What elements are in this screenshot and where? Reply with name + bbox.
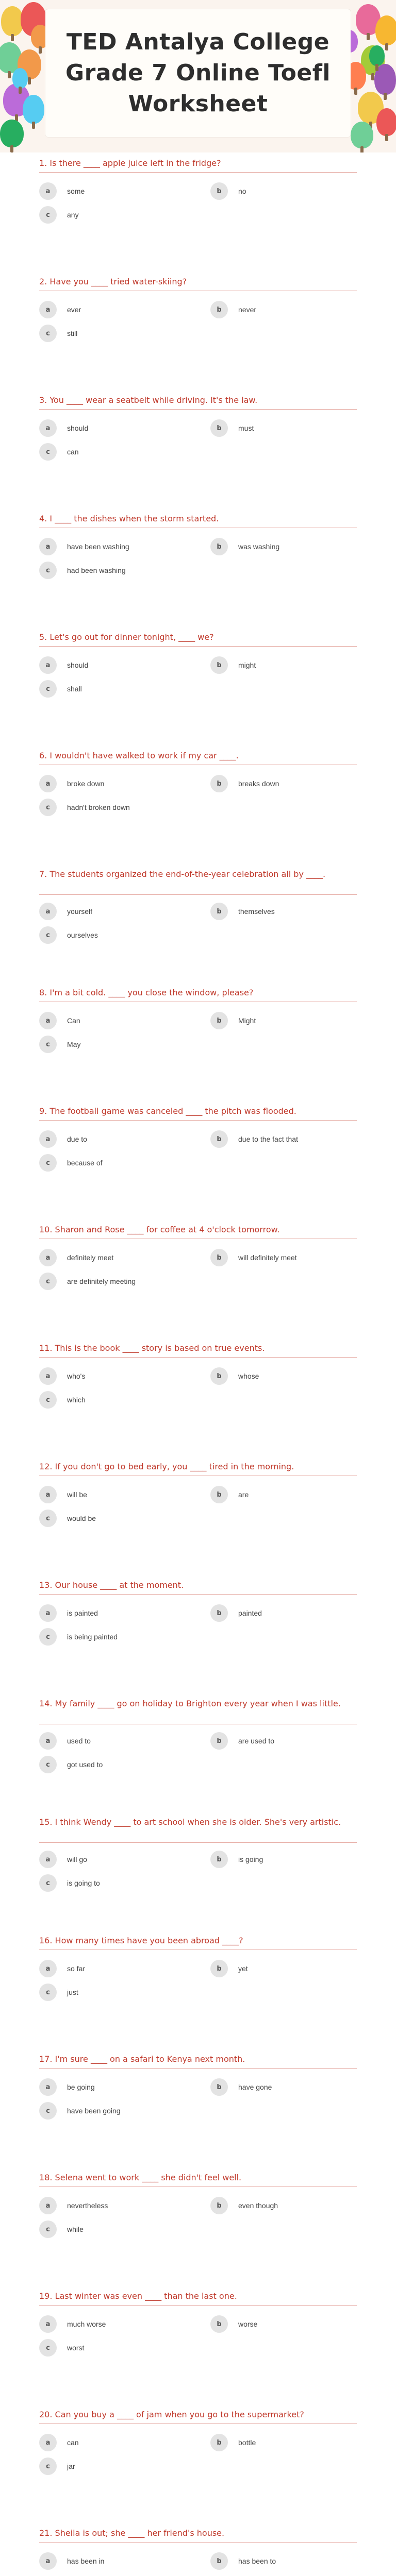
question-divider <box>39 1842 357 1843</box>
tree-shape <box>369 45 385 66</box>
option-text: used to <box>67 1737 91 1745</box>
answer-option-b[interactable] <box>210 903 275 920</box>
question-divider <box>39 172 357 173</box>
option-text: had been washing <box>67 566 126 574</box>
option-letter-badge: c <box>39 2221 57 2238</box>
question-text: 1. Is there ____ apple juice left in the fridge? <box>39 158 221 168</box>
answer-option-c[interactable] <box>39 2102 121 2120</box>
answer-option-b[interactable] <box>210 1486 249 1503</box>
option-letter-badge: b <box>210 2078 228 2096</box>
question-text: 2. Have you ____ tried water-skiing? <box>39 277 187 286</box>
option-letter-badge: a <box>39 903 57 920</box>
tree-shape <box>0 120 24 147</box>
question-text: 3. You ____ wear a seatbelt while driving. It's the law. <box>39 395 258 405</box>
tree-shape <box>351 122 373 148</box>
option-letter-badge: b <box>210 1732 228 1750</box>
option-letter-badge: b <box>210 903 228 920</box>
option-letter-badge: a <box>39 2552 57 2570</box>
option-text: have gone <box>238 2083 272 2091</box>
answer-option-c[interactable] <box>39 206 79 224</box>
option-letter-badge: c <box>39 443 57 461</box>
answer-option-c[interactable] <box>39 1510 96 1527</box>
question-text: 10. Sharon and Rose ____ for coffee at 4 o'clock tomorrow. <box>39 1225 280 1234</box>
answer-option-a[interactable] <box>39 2315 106 2333</box>
option-text: is going <box>238 1855 263 1863</box>
question-block <box>0 2406 396 2524</box>
option-text: even though <box>238 2201 278 2210</box>
answer-option-b[interactable] <box>210 775 279 792</box>
question-block <box>0 1814 396 1932</box>
option-text: themselves <box>238 907 275 916</box>
option-letter-badge: c <box>39 1273 57 1290</box>
tree-trunk <box>367 33 370 40</box>
option-text: hadn't broken down <box>67 803 130 811</box>
option-letter-badge: c <box>39 2102 57 2120</box>
answer-option-c[interactable] <box>39 2339 84 2357</box>
option-text: would be <box>67 1514 96 1522</box>
option-text: has been in <box>67 2557 105 2565</box>
option-text: breaks down <box>238 779 279 788</box>
answer-option-a[interactable] <box>39 1851 87 1868</box>
answer-option-b[interactable] <box>210 2078 272 2096</box>
option-letter-badge: a <box>39 1486 57 1503</box>
option-text: will go <box>67 1855 87 1863</box>
option-text: broke down <box>67 779 105 788</box>
question-divider <box>39 1120 357 1121</box>
answer-option-c[interactable] <box>39 799 130 816</box>
answer-option-c[interactable] <box>39 325 77 342</box>
option-letter-badge: a <box>39 1604 57 1622</box>
option-text: are <box>238 1490 249 1499</box>
option-text: who's <box>67 1372 86 1380</box>
question-block <box>0 2050 396 2169</box>
answer-option-a[interactable] <box>39 538 129 555</box>
question-text: 12. If you don't go to bed early, you ____ tired in the morning. <box>39 1462 294 1471</box>
answer-option-b[interactable] <box>210 1960 248 1977</box>
tree-trunk <box>19 87 22 94</box>
tree-trunk <box>385 43 388 50</box>
option-letter-badge: b <box>210 775 228 792</box>
option-letter-badge: c <box>39 1756 57 1773</box>
option-text: got used to <box>67 1760 103 1769</box>
question-text: 11. This is the book ____ story is based on true events. <box>39 1343 265 1353</box>
option-text: nevertheless <box>67 2201 108 2210</box>
option-text: just <box>67 1988 78 1996</box>
question-block <box>0 392 396 510</box>
option-text: so far <box>67 1964 86 1973</box>
answer-option-b[interactable] <box>210 301 256 318</box>
option-letter-badge: b <box>210 1486 228 1503</box>
question-divider <box>39 2068 357 2069</box>
answer-option-a[interactable] <box>39 656 88 674</box>
answer-option-c[interactable] <box>39 443 79 461</box>
question-block <box>0 1221 396 1340</box>
answer-option-a[interactable] <box>39 1367 85 1385</box>
tree-trunk <box>10 145 13 152</box>
option-text: will be <box>67 1490 87 1499</box>
option-text: May <box>67 1040 81 1048</box>
option-text: some <box>67 187 85 195</box>
option-text: was washing <box>238 543 280 551</box>
option-text: still <box>67 329 78 337</box>
option-letter-badge: a <box>39 656 57 674</box>
tree-shape <box>376 108 396 136</box>
question-block <box>0 1932 396 2050</box>
question-text: 8. I'm a bit cold. ____ you close the window, please? <box>39 988 254 997</box>
option-text: due to the fact that <box>238 1135 298 1143</box>
answer-option-c[interactable] <box>39 1036 80 1053</box>
option-text: is going to <box>67 1879 100 1887</box>
option-letter-badge: b <box>210 1851 228 1868</box>
option-letter-badge: c <box>39 1391 57 1409</box>
question-text: 16. How many times have you been abroad ____? <box>39 1936 243 1945</box>
option-letter-badge: a <box>39 1130 57 1148</box>
answer-option-a[interactable] <box>39 775 104 792</box>
tree-trunk <box>360 146 364 152</box>
tree-shape <box>23 95 44 124</box>
answer-option-c[interactable] <box>39 680 82 698</box>
option-letter-badge: c <box>39 926 57 944</box>
option-text: because of <box>67 1159 103 1167</box>
header-banner <box>0 0 396 152</box>
question-divider <box>39 2305 357 2306</box>
question-divider <box>39 409 357 410</box>
option-letter-badge: a <box>39 1249 57 1266</box>
question-text: 21. Sheila is out; she ____ her friend's house. <box>39 2528 225 2538</box>
option-text: must <box>238 424 254 432</box>
answer-option-a[interactable] <box>39 2552 104 2570</box>
option-letter-badge: a <box>39 419 57 437</box>
option-text: much worse <box>67 2320 106 2328</box>
answer-option-b[interactable] <box>210 1732 274 1750</box>
option-letter-badge: a <box>39 1012 57 1029</box>
answer-option-b[interactable] <box>210 1604 262 1622</box>
option-letter-badge: a <box>39 301 57 318</box>
option-text: might <box>238 661 256 669</box>
option-letter-badge: c <box>39 562 57 579</box>
option-text: is being painted <box>67 1633 118 1641</box>
option-text: bottle <box>238 2438 256 2447</box>
tree-trunk <box>11 34 14 41</box>
answer-option-b[interactable] <box>210 538 279 555</box>
option-letter-badge: a <box>39 182 57 200</box>
option-letter-badge: c <box>39 1510 57 1527</box>
question-block <box>0 1340 396 1458</box>
answer-option-c[interactable] <box>39 2458 75 2475</box>
tree-trunk <box>385 134 388 141</box>
option-letter-badge: c <box>39 2339 57 2357</box>
tree-trunk <box>32 122 35 129</box>
answer-option-b[interactable] <box>210 2552 276 2570</box>
question-block <box>0 1458 396 1577</box>
tree-trunk <box>8 71 11 78</box>
answer-option-a[interactable] <box>39 1249 113 1266</box>
option-letter-badge: a <box>39 775 57 792</box>
option-text: due to <box>67 1135 87 1143</box>
option-letter-badge: b <box>210 1012 228 1029</box>
option-letter-badge: a <box>39 1851 57 1868</box>
question-text: 7. The students organized the end-of-the-year celebration all by ____. <box>39 869 326 879</box>
option-letter-badge: c <box>39 680 57 698</box>
answer-option-a[interactable] <box>39 1486 87 1503</box>
option-letter-badge: b <box>210 1960 228 1977</box>
question-divider <box>39 1357 357 1358</box>
option-text: yet <box>238 1964 248 1973</box>
option-text: can <box>67 448 79 456</box>
question-text: 13. Our house ____ at the moment. <box>39 1580 184 1590</box>
tree-shape <box>12 68 28 89</box>
answer-option-c[interactable] <box>39 2221 84 2238</box>
question-block <box>0 273 396 392</box>
answer-option-b[interactable] <box>210 1130 298 1148</box>
option-text: whose <box>238 1372 259 1380</box>
option-text: shall <box>67 685 82 693</box>
question-block <box>0 1695 396 1814</box>
option-letter-badge: c <box>39 2458 57 2475</box>
answer-option-c[interactable] <box>39 1391 86 1409</box>
question-text: 14. My family ____ go on holiday to Brighton every year when I was little. <box>39 1699 341 1708</box>
option-letter-badge: b <box>210 2315 228 2333</box>
question-block <box>0 155 396 273</box>
option-text: no <box>238 187 246 195</box>
question-text: 4. I ____ the dishes when the storm started. <box>39 514 219 523</box>
option-letter-badge: a <box>39 2315 57 2333</box>
answer-option-a[interactable] <box>39 1732 91 1750</box>
answer-option-c[interactable] <box>39 1984 78 2001</box>
option-text: ever <box>67 306 81 314</box>
option-letter-badge: c <box>39 1628 57 1646</box>
option-text: are used to <box>238 1737 275 1745</box>
option-letter-badge: a <box>39 2078 57 2096</box>
answer-option-b[interactable] <box>210 182 246 200</box>
question-divider <box>39 1594 357 1595</box>
title-card <box>45 9 351 137</box>
answer-option-a[interactable] <box>39 1604 98 1622</box>
option-letter-badge: a <box>39 1732 57 1750</box>
option-letter-badge: b <box>210 1367 228 1385</box>
option-text: have been washing <box>67 543 129 551</box>
question-block <box>0 747 396 866</box>
question-text: 6. I wouldn't have walked to work if my car ____. <box>39 751 239 760</box>
answer-option-c[interactable] <box>39 562 126 579</box>
tree-trunk <box>375 64 378 71</box>
question-block <box>0 629 396 747</box>
option-letter-badge: c <box>39 1154 57 1172</box>
question-block <box>0 2169 396 2287</box>
question-text: 20. Can you buy a ____ of jam when you go to the supermarket? <box>39 2410 304 2419</box>
option-text: should <box>67 424 89 432</box>
answer-option-b[interactable] <box>210 2434 256 2451</box>
option-text: should <box>67 661 89 669</box>
question-block <box>0 984 396 1103</box>
answer-option-a[interactable] <box>39 419 88 437</box>
answer-option-b[interactable] <box>210 1367 259 1385</box>
question-block <box>0 866 396 984</box>
question-divider <box>39 2542 357 2543</box>
option-letter-badge: b <box>210 2434 228 2451</box>
option-text: yourself <box>67 907 93 916</box>
question-text: 19. Last winter was even ____ than the last one. <box>39 2291 237 2301</box>
tree-shape <box>375 15 396 45</box>
answer-option-b[interactable] <box>210 419 254 437</box>
option-letter-badge: c <box>39 1984 57 2001</box>
option-letter-badge: b <box>210 301 228 318</box>
answer-option-b[interactable] <box>210 1249 297 1266</box>
tree-trunk <box>39 46 42 54</box>
question-text: 17. I'm sure ____ on a safari to Kenya next month. <box>39 2054 245 2064</box>
option-text: are definitely meeting <box>67 1277 136 1285</box>
answer-option-c[interactable] <box>39 1273 136 1290</box>
option-letter-badge: a <box>39 1960 57 1977</box>
question-block <box>0 510 396 629</box>
page-title: TED Antalya College Grade 7 Online Toefl Worksheet <box>65 29 331 117</box>
question-divider <box>39 646 357 647</box>
option-letter-badge: a <box>39 1367 57 1385</box>
option-text: can <box>67 2438 79 2447</box>
answer-option-b[interactable] <box>210 1851 263 1868</box>
answer-option-b[interactable] <box>210 656 256 674</box>
option-letter-badge: a <box>39 538 57 555</box>
option-text: Might <box>238 1016 256 1025</box>
option-text: any <box>67 211 79 219</box>
question-text: 18. Selena went to work ____ she didn't feel well. <box>39 2173 242 2182</box>
tree-trunk <box>354 88 357 95</box>
question-block <box>0 1103 396 1221</box>
answer-option-a[interactable] <box>39 1130 87 1148</box>
answer-option-c[interactable] <box>39 1628 118 1646</box>
option-text: never <box>238 306 257 314</box>
tree-trunk <box>384 93 387 100</box>
question-text: 9. The football game was canceled ____ the pitch was flooded. <box>39 1106 296 1116</box>
answer-option-c[interactable] <box>39 1874 100 1892</box>
option-letter-badge: c <box>39 1036 57 1053</box>
question-block <box>0 1577 396 1695</box>
option-text: which <box>67 1396 86 1404</box>
option-text: is painted <box>67 1609 98 1617</box>
question-block <box>0 2524 396 2576</box>
answer-option-a[interactable] <box>39 1012 80 1029</box>
option-text: worst <box>67 2344 85 2352</box>
answer-option-b[interactable] <box>210 2197 278 2214</box>
answer-option-a[interactable] <box>39 301 81 318</box>
answer-option-c[interactable] <box>39 1154 103 1172</box>
option-letter-badge: b <box>210 1604 228 1622</box>
option-text: worse <box>238 2320 258 2328</box>
question-block <box>0 2287 396 2406</box>
option-text: have been going <box>67 2107 121 2115</box>
option-text: be going <box>67 2083 95 2091</box>
question-divider <box>39 894 357 895</box>
answer-option-c[interactable] <box>39 926 98 944</box>
option-letter-badge: b <box>210 538 228 555</box>
option-letter-badge: c <box>39 206 57 224</box>
answer-option-b[interactable] <box>210 1012 256 1029</box>
option-letter-badge: b <box>210 656 228 674</box>
option-letter-badge: c <box>39 325 57 342</box>
answer-option-a[interactable] <box>39 1960 85 1977</box>
answer-option-a[interactable] <box>39 2197 108 2214</box>
option-letter-badge: b <box>210 2197 228 2214</box>
option-text: while <box>67 2225 84 2233</box>
tree-trunk <box>28 77 31 84</box>
option-letter-badge: a <box>39 2197 57 2214</box>
option-text: has been to <box>238 2557 276 2565</box>
option-text: Can <box>67 1016 80 1025</box>
option-text: jar <box>67 2462 75 2470</box>
question-text: 5. Let's go out for dinner tonight, ____ we? <box>39 632 214 642</box>
option-letter-badge: b <box>210 182 228 200</box>
option-text: will definitely meet <box>238 1253 297 1262</box>
answer-option-a[interactable] <box>39 2434 79 2451</box>
option-letter-badge: b <box>210 2552 228 2570</box>
option-text: painted <box>238 1609 262 1617</box>
answer-option-a[interactable] <box>39 903 92 920</box>
option-text: definitely meet <box>67 1253 114 1262</box>
answer-option-a[interactable] <box>39 182 85 200</box>
option-letter-badge: a <box>39 2434 57 2451</box>
answer-option-a[interactable] <box>39 2078 95 2096</box>
option-letter-badge: b <box>210 1249 228 1266</box>
option-letter-badge: c <box>39 799 57 816</box>
option-letter-badge: b <box>210 1130 228 1148</box>
question-text: 15. I think Wendy ____ to art school when she is older. She's very artistic. <box>39 1817 341 1827</box>
answer-option-c[interactable] <box>39 1756 103 1773</box>
answer-option-b[interactable] <box>210 2315 257 2333</box>
option-letter-badge: c <box>39 1874 57 1892</box>
option-letter-badge: b <box>210 419 228 437</box>
option-text: ourselves <box>67 931 98 939</box>
